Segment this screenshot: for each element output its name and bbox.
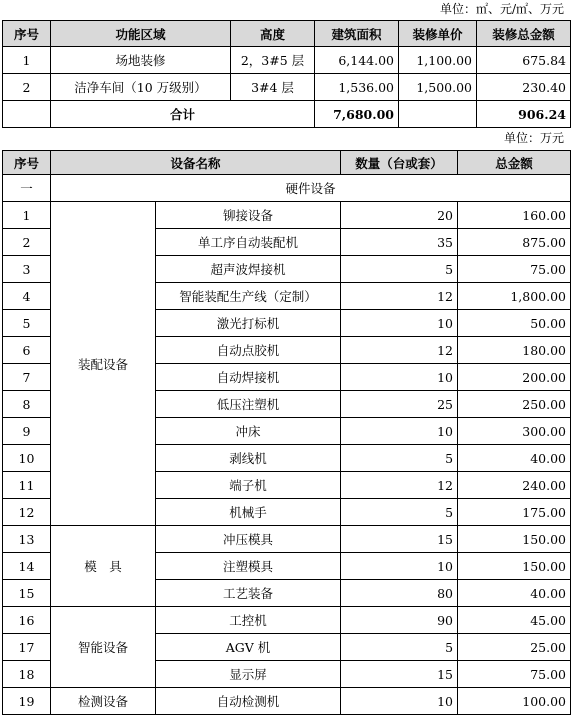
cell-quantity: 12 bbox=[341, 337, 458, 364]
cell-no: 5 bbox=[3, 310, 51, 337]
table-row bbox=[3, 202, 571, 229]
cell-equipment-name: 低压注塑机 bbox=[156, 391, 341, 418]
cell-amount: 160.00 bbox=[458, 202, 571, 229]
total-row bbox=[3, 101, 571, 128]
cell-amount: 75.00 bbox=[458, 661, 571, 688]
cell-equipment-name: 工控机 bbox=[156, 607, 341, 634]
cell-no: 6 bbox=[3, 337, 51, 364]
table-row bbox=[3, 607, 571, 634]
cell-amount: 150.00 bbox=[458, 526, 571, 553]
cell-amount: 180.00 bbox=[458, 337, 571, 364]
header-equipment-name: 设备名称 bbox=[51, 151, 341, 175]
cell-quantity: 5 bbox=[341, 634, 458, 661]
cell-amount: 40.00 bbox=[458, 445, 571, 472]
cell-equipment-name: 自动检测机 bbox=[156, 688, 341, 715]
cell-amount: 25.00 bbox=[458, 634, 571, 661]
cell-no: 17 bbox=[3, 634, 51, 661]
cell-quantity: 5 bbox=[341, 256, 458, 283]
cell-height: 3#4 层 bbox=[231, 74, 315, 101]
cell-unit-price: 1,500.00 bbox=[399, 74, 477, 101]
cell-quantity: 20 bbox=[341, 202, 458, 229]
cell-unit-price: 1,100.00 bbox=[399, 47, 477, 74]
header-unit-price: 装修单价 bbox=[399, 21, 477, 47]
cell-no: 12 bbox=[3, 499, 51, 526]
header-quantity: 数量（台或套） bbox=[341, 151, 458, 175]
cell-area-name: 洁净车间（10 万级别） bbox=[51, 74, 231, 101]
cell-no: 3 bbox=[3, 256, 51, 283]
unit-label-equipment: 单位：万元 bbox=[503, 131, 564, 145]
cell-quantity: 25 bbox=[341, 391, 458, 418]
group-name: 装配设备 bbox=[51, 202, 156, 526]
cell-no: 14 bbox=[3, 553, 51, 580]
cell-no: 7 bbox=[3, 364, 51, 391]
cell-quantity: 35 bbox=[341, 229, 458, 256]
cell-amount: 175.00 bbox=[458, 499, 571, 526]
total-floor-area: 7,680.00 bbox=[315, 101, 399, 128]
header-no: 序号 bbox=[3, 21, 51, 47]
cell-quantity: 10 bbox=[341, 688, 458, 715]
cell-no: 4 bbox=[3, 283, 51, 310]
renovation-table bbox=[2, 20, 571, 128]
table-row bbox=[3, 526, 571, 553]
cell-amount: 300.00 bbox=[458, 418, 571, 445]
equipment-table bbox=[2, 150, 571, 715]
cell-amount: 230.40 bbox=[477, 74, 571, 101]
header-height: 高度 bbox=[231, 21, 315, 47]
cell-no: 2 bbox=[3, 229, 51, 256]
cell-no: 19 bbox=[3, 688, 51, 715]
cell-equipment-name: 工艺装备 bbox=[156, 580, 341, 607]
cell-equipment-name: 端子机 bbox=[156, 472, 341, 499]
cell-quantity: 90 bbox=[341, 607, 458, 634]
header-floor-area: 建筑面积 bbox=[315, 21, 399, 47]
group-name: 模 具 bbox=[51, 526, 156, 607]
cell-amount: 50.00 bbox=[458, 310, 571, 337]
header-total-amount: 装修总金额 bbox=[477, 21, 571, 47]
cell-equipment-name: 超声波焊接机 bbox=[156, 256, 341, 283]
group-name: 智能设备 bbox=[51, 607, 156, 688]
header-total-amount: 总金额 bbox=[458, 151, 571, 175]
cell-amount: 1,800.00 bbox=[458, 283, 571, 310]
cell-equipment-name: 自动焊接机 bbox=[156, 364, 341, 391]
cell-quantity: 15 bbox=[341, 526, 458, 553]
cell-equipment-name: AGV 机 bbox=[156, 634, 341, 661]
cell-equipment-name: 铆接设备 bbox=[156, 202, 341, 229]
section-no: 一 bbox=[3, 175, 51, 202]
equipment-rows bbox=[3, 202, 571, 715]
cell-area-name: 场地装修 bbox=[51, 47, 231, 74]
header-no: 序号 bbox=[3, 151, 51, 175]
cell-equipment-name: 冲压模具 bbox=[156, 526, 341, 553]
cell-floor-area: 6,144.00 bbox=[315, 47, 399, 74]
cell-amount: 875.00 bbox=[458, 229, 571, 256]
cell-no: 1 bbox=[3, 202, 51, 229]
table-header-row bbox=[3, 21, 571, 47]
cell-no: 15 bbox=[3, 580, 51, 607]
cell-quantity: 10 bbox=[341, 418, 458, 445]
cell-no: 1 bbox=[3, 47, 51, 74]
cell-amount: 675.84 bbox=[477, 47, 571, 74]
group-name: 检测设备 bbox=[51, 688, 156, 715]
cell-amount: 75.00 bbox=[458, 256, 571, 283]
cell-equipment-name: 激光打标机 bbox=[156, 310, 341, 337]
cell-no: 13 bbox=[3, 526, 51, 553]
cell-no: 9 bbox=[3, 418, 51, 445]
cell-equipment-name: 机械手 bbox=[156, 499, 341, 526]
cell-amount: 40.00 bbox=[458, 580, 571, 607]
section-row bbox=[3, 175, 571, 202]
cell-no: 2 bbox=[3, 74, 51, 101]
cell-equipment-name: 单工序自动装配机 bbox=[156, 229, 341, 256]
cell-quantity: 12 bbox=[341, 283, 458, 310]
cell-no: 11 bbox=[3, 472, 51, 499]
table-row bbox=[3, 688, 571, 715]
cell-no: 16 bbox=[3, 607, 51, 634]
cell-empty bbox=[399, 101, 477, 128]
cell-amount: 240.00 bbox=[458, 472, 571, 499]
cell-equipment-name: 自动点胶机 bbox=[156, 337, 341, 364]
cell-quantity: 5 bbox=[341, 445, 458, 472]
total-amount: 906.24 bbox=[477, 101, 571, 128]
cell-equipment-name: 智能装配生产线（定制） bbox=[156, 283, 341, 310]
cell-amount: 150.00 bbox=[458, 553, 571, 580]
cell-floor-area: 1,536.00 bbox=[315, 74, 399, 101]
cell-equipment-name: 冲床 bbox=[156, 418, 341, 445]
cell-quantity: 12 bbox=[341, 472, 458, 499]
cell-equipment-name: 注塑模具 bbox=[156, 553, 341, 580]
cell-quantity: 10 bbox=[341, 553, 458, 580]
section-title: 硬件设备 bbox=[51, 175, 571, 202]
cell-amount: 100.00 bbox=[458, 688, 571, 715]
total-label: 合计 bbox=[51, 101, 315, 128]
cell-quantity: 15 bbox=[341, 661, 458, 688]
cell-height: 2，3#5 层 bbox=[231, 47, 315, 74]
cell-equipment-name: 显示屏 bbox=[156, 661, 341, 688]
header-area-name: 功能区域 bbox=[51, 21, 231, 47]
cell-quantity: 5 bbox=[341, 499, 458, 526]
cell-quantity: 80 bbox=[341, 580, 458, 607]
unit-label-area: 单位：㎡、元/㎡、万元 bbox=[439, 2, 564, 16]
table-header-row bbox=[3, 151, 571, 175]
cell-amount: 45.00 bbox=[458, 607, 571, 634]
cell-no: 18 bbox=[3, 661, 51, 688]
table-row bbox=[3, 47, 571, 74]
cell-quantity: 10 bbox=[341, 364, 458, 391]
cell-no: 10 bbox=[3, 445, 51, 472]
cell-no: 8 bbox=[3, 391, 51, 418]
cell-quantity: 10 bbox=[341, 310, 458, 337]
cell-amount: 250.00 bbox=[458, 391, 571, 418]
cell-empty bbox=[3, 101, 51, 128]
cell-equipment-name: 剥线机 bbox=[156, 445, 341, 472]
cell-amount: 200.00 bbox=[458, 364, 571, 391]
table-row bbox=[3, 74, 571, 101]
